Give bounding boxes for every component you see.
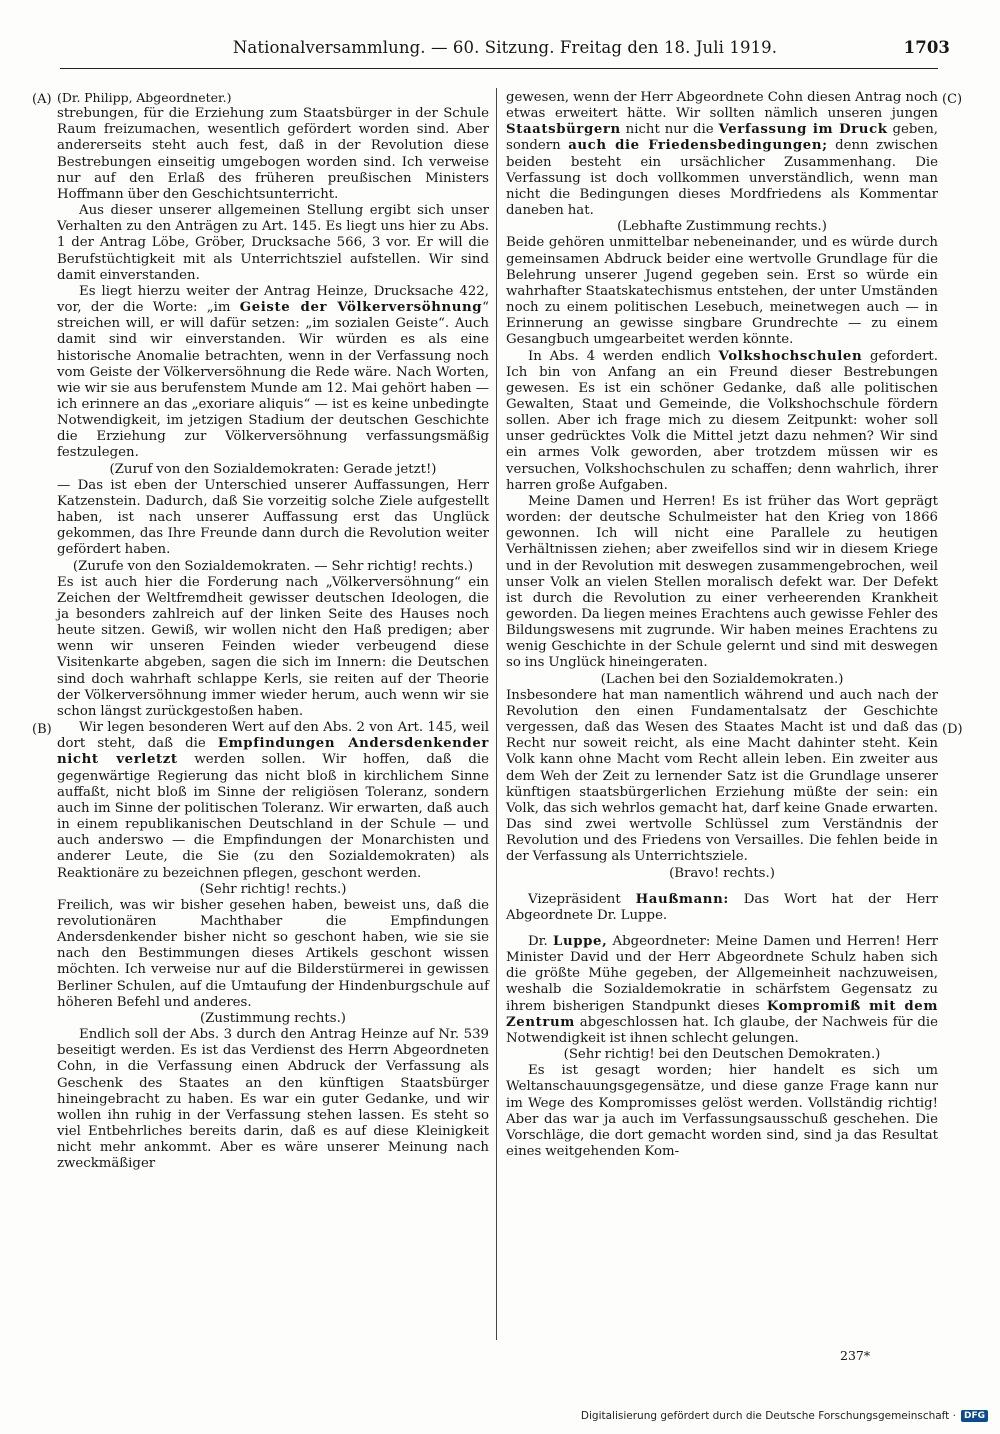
text-run: Dr. — [528, 933, 553, 949]
text-run: gefordert. Ich bin von Anfang an ein Freund dieser Bestrebungen gewesen. Es ist ein schöner Gedanke, daß alle politischen Gewalten, Staat und Gemeinde, die Volkshochschule fördern sollen. Aber ich frage mich zu diesem Zeitpunkt: woher soll unser gedrücktes Volk die Mittel jetzt dazu nehmen? Wir sind ein armes Volk geworden, aber trotzdem müssen wir es versuchen, Volkshochschulen zu schaffen; denn wahrlich, ihrer harren große Aufgaben. — [506, 348, 938, 493]
interjection: (Sehr richtig! rechts.) — [199, 881, 347, 897]
paragraph: Aus dieser unserer allgemeinen Stellung ergibt sich unser Verhalten zu den Anträgen zu Art. 145. Es liegt uns hier zu Abs. 1 der Antrag Löbe, Gröber, Drucksache 566, 3 vor. Er will die Berufstüchtigkeit mit als Unterrichtsziel aufstellen. Wir sind damit einverstanden. — [57, 203, 489, 283]
emphasis: Verfassung im Druck — [718, 122, 888, 138]
paragraph: Endlich soll der Abs. 3 durch den Antrag Heinze auf Nr. 539 beseitigt werden. Es ist das Verdienst des Herrn Abgeordneten Cohn, in die Verfassung einen Abdruck der Verfassung als Geschenk des Staates an den künftigen Staatsbürger hineingebracht zu haben. Es war ein guter Gedanke, und wir wollen ihn ruhig in der Verfassung stehen lassen. Es steht so viel Entbehrliches bereits darin, daß es auf diese Kleinigkeit nicht mehr ankommt. Aber es wäre unserer Meinung nach zweckmäßiger — [57, 1027, 489, 1172]
running-head — [60, 38, 950, 68]
paragraph: — Das ist eben der Unterschied unserer Auffassungen, Herr Katzenstein. Dadurch, daß Sie vorzeitig solche Ziele aufgestellt haben, ist nach unserer Auffassung erst das Unglück gekommen, das Ihre Freunde dann durch die Revolution weiter gefördert haben. — [57, 477, 489, 558]
interjection: (Zuruf von den Sozialdemokraten: Gerade jetzt!) — [109, 461, 437, 477]
paragraph: Beide gehören unmittelbar nebeneinander, und es würde durch gemeinsamen Abdruck beider eine wertvolle Grundlage für die Belehrung unserer Jugend gegeben sein. Erst so würde ein wahrhafter Staatskatechismus entstehen, der unter Umständen noch zu einem politischen Lesebuch, meinetwegen auch — in Erinnerung an gewisse singbare Grundrechte — zu einem Gesangbuch umgearbeitet werden könnte. — [506, 235, 938, 348]
paragraph — [506, 892, 938, 924]
paragraph: Insbesondere hat man namentlich während und auch nach der Revolution den einen Fundamentalsatz der Geschichte vergessen, daß das Wesen des Staates Macht ist und daß das Recht nur soweit reicht, als eine Macht dahinter steht. Kein Volk kann ohne Macht vom Recht allein leben. Ein zweiter aus dem Weh der Zeit zu lernender Satz ist die Grundlage unserer künftigen staatsbürgerlichen Erziehung müßte der sein: ein Volk, das sich wehrlos gemacht hat, darf keine Gnade erwarten. Das sind zwei wertvolle Schlüssel zum Verständnis der Revolution und des Friedens von Versailles. Die fehlen beide in der Verfassung als Unterrichtsziele. — [506, 687, 938, 865]
text-run: “ streichen will, er will dafür setzen: „im sozialen Geiste“. Auch damit sind wir einverstanden. Wir würden es als eine historische Anomalie betrachten, wenn in der Verfassung noch vom Geiste der Völkerversöhnung die Rede wäre. Nach Worten, wie wir sie aus berufenstem Munde am 12. Mai gehört haben — ich erinnere an das „exoriare aliquis“ — ist es keine unbedingte Notwendigkeit, im jetzigen Stadium der deutschen Geschichte die Erziehung zur Völkerversöhnung verfassungsmäßig festzulegen. — [57, 300, 489, 461]
interjection: (Lachen bei den Sozialdemokraten.) — [600, 671, 844, 687]
interjection: (Bravo! rechts.) — [669, 865, 775, 881]
text-run: Das Wort hat der Herr Abgeordnete Dr. Luppe. — [506, 891, 938, 923]
margin-marker-d: (D) — [942, 722, 963, 737]
text-run: In Abs. 4 werden endlich — [528, 348, 719, 364]
text-run: gewesen, wenn der Herr Abgeordnete Cohn diesen Antrag noch etwas erweitert hätte. Wir sollten nämlich unseren jungen — [506, 90, 938, 122]
paragraph — [506, 934, 938, 1047]
emphasis: Empfindungen Andersdenkender nicht verletzt — [57, 736, 489, 768]
paragraph — [506, 90, 938, 219]
footer-credit — [581, 1410, 988, 1422]
paragraph — [506, 349, 938, 494]
interjection: (Zurufe von den Sozialdemokraten. — Sehr richtig! rechts.) — [72, 558, 474, 574]
paragraph: Es ist auch hier die Forderung nach „Völkerversöhnung“ ein Zeichen der Weltfremdheit gewisser deutschen Ideologen, die ja besonders zahlreich auf der linken Seite des Hauses noch heute sitzen. Gewiß, wir wollen nicht den Haß predigen; aber wenn wir unseren Feinden wieder verbeugend diese Visitenkarte abgeben, sagen die sich im Innern: die Deutschen sind doch wahrhaft schlappe Kerls, sie reiten auf der Theorie der Völkerversöhnung immer wieder herum, auch wenn wir sie schon längst zurückgestoßen haben. — [57, 574, 489, 719]
text-run: Es liegt hierzu weiter der Antrag Heinze, Drucksache 422, vor, der die Worte: „im — [57, 283, 489, 316]
footer-credit-text: Digitalisierung gefördert durch die Deutsche Forschungsgemeinschaft · — [580, 1410, 956, 1422]
sheet-signature: 237* — [840, 1348, 871, 1363]
text-run: nicht nur die — [620, 122, 719, 138]
text-run: abgeschlossen hat. Ich glaube, der Nachweis für die Notwendigkeit ist ihnen schlecht gelungen. — [506, 1014, 938, 1046]
column-divider — [496, 88, 497, 1340]
emphasis: Kompromiß mit dem Zentrum — [506, 998, 938, 1030]
header-rule — [60, 68, 938, 69]
paragraph: Meine Damen und Herren! Es ist früher das Wort geprägt worden: der deutsche Schulmeister hat den Krieg von 1866 gewonnen. Ich will nicht eine Parallele zu heutigen Verhältnissen ziehen; aber zweifellos sind wir in diesem Kriege und in der Revolution mit deswegen zusammengebrochen, weil unser Volk an vielen Stellen moralisch defekt war. Der Defekt ist durch die Revolution zu einer verheerenden Krankheit geworden. Da liegen meines Erachtens auch gewisse Fehler des Bildungswesens mit zugrunde. Wir haben meines Erachtens zu wenig Geschichte in der Schule gelernt und sind mit deswegen so ins Unglück hineingeraten. — [506, 493, 938, 671]
interjection: (Sehr richtig! bei den Deutschen Demokraten.) — [563, 1047, 881, 1063]
paragraph: strebungen, für die Erziehung zum Staatsbürger in der Schule Raum freizumachen, wesentlich gefördert worden sind. Aber andererseits steht auch fest, daß in der Revolution diese Bestrebungen einseitig umgebogen worden sind. Ich verweise nur auf den Erlaß des früheren preußischen Ministers Hoffmann über den Geschichtsunterricht. — [57, 106, 489, 202]
emphasis: auch die Friedensbedingungen; — [568, 138, 828, 154]
text-run: Vizepräsident — [528, 891, 636, 907]
dfg-logo-icon: DFG — [961, 1410, 988, 1422]
text-run: geben, sondern — [506, 122, 939, 154]
margin-marker-c: (C) — [942, 92, 963, 107]
left-column — [57, 90, 489, 1172]
text-run: Wir legen besonderen Wert auf den Abs. 2 von Art. 145, weil dort steht, daß die — [57, 720, 489, 752]
speaker-head: (Dr. Philipp, Abgeordneter.) — [57, 90, 232, 105]
paragraph: Es ist gesagt worden; hier handelt es sich um Weltanschauungsgegensätze, und diese ganze Frage kann nur im Wege des Kompromisses gelöst werden. Vollständig richtig! Aber das war ja auch im Verfassungsausschuß geschehen. Die Vorschläge, die dort gemacht worden sind, sind ja das Resultat eines weitgehenden Kom- — [506, 1063, 938, 1159]
emphasis: Geiste der Völkerversöhnung — [239, 300, 483, 316]
paragraph: Freilich, was wir bisher gesehen haben, beweist uns, daß die revolutionären Machthaber die Empfindungen Andersdenkender bisher nicht so geschont haben, wie sie sie nach den Bestimmungen dieses Artikels geschont wissen möchten. Ich verweise nur auf die Bilderstürmerei in gewissen Berliner Schulen, auf die Umtaufung der Hindenburgschule auf höheren Befehl und anderes. — [57, 897, 489, 1010]
right-column — [506, 90, 938, 1160]
text-run: denn zwischen beiden besteht ein ursächlicher Zusammenhang. Die Verfassung ist doch vollkommen unverständlich, wenn man nicht die Bedingungen dieses Mordfriedens als Kommentar daneben hat. — [506, 138, 938, 219]
running-head-title: Nationalversammlung. — 60. Sitzung. Freitag den 18. Juli 1919. — [232, 38, 778, 57]
margin-marker-b: (B) — [32, 722, 52, 737]
page-number: 1703 — [903, 38, 950, 57]
text-run: werden sollen. Wir hoffen, daß die gegenwärtige Regierung das nicht bloß in kirchlichem Sinne auffaßt, nicht bloß im Sinne der religiösen Toleranz, sondern auch im Sinne der politischen Toleranz. Wir erwarten, daß auch in einem republikanischen Deutschland in der Schule — und auch anderswo — die Empfindungen der Monarchisten und anderer Leute, die Sie (zu den Sozialdemokraten) als Reaktionäre zu bezeichnen pflegen, geschont werden. — [57, 752, 489, 881]
text-run: Abgeordneter: Meine Damen und Herren! Herr Minister David und der Herr Abgeordnete Schulz haben sich die größte Mühe gegeben, der Allgemeinheit nachzuweisen, weshalb die Sozialdemokratie in schärfstem Gegensatz zu ihrem bisherigen Standpunkt dieses — [506, 933, 938, 1014]
paragraph — [57, 284, 489, 462]
emphasis: Staatsbürgern — [506, 122, 621, 138]
margin-marker-a: (A) — [32, 92, 52, 107]
interjection: (Lebhafte Zustimmung rechts.) — [617, 219, 827, 235]
emphasis: Volkshochschulen — [718, 348, 863, 364]
speaker-name: Haußmann: — [635, 891, 729, 907]
paragraph — [57, 720, 489, 882]
speaker-name: Luppe, — [553, 933, 608, 949]
interjection: (Zustimmung rechts.) — [199, 1010, 346, 1026]
